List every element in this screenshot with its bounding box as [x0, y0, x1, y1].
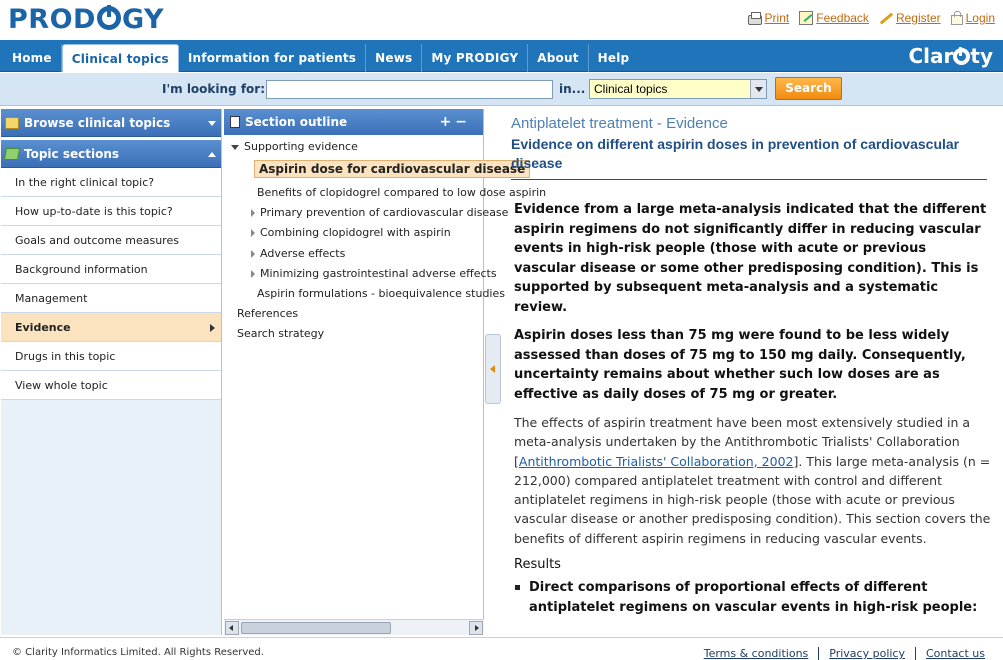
- outline-horizontal-scrollbar[interactable]: [224, 619, 484, 635]
- reference-link[interactable]: Antithrombotic Trialists' Collaboration, 2002: [518, 453, 794, 469]
- document-icon: [230, 116, 240, 128]
- outline-item-combining-clopidogrel[interactable]: [251, 226, 451, 239]
- clarity-o-icon: [953, 48, 970, 65]
- scope-select[interactable]: [589, 79, 767, 99]
- login-icon: [951, 15, 963, 25]
- feedback-label: Feedback: [816, 11, 869, 25]
- book-icon: [4, 148, 20, 160]
- collapse-panel-handle[interactable]: [485, 334, 501, 404]
- main-nav: [0, 40, 1003, 72]
- sidebar-item-view-whole-topic[interactable]: View whole topic: [1, 371, 221, 400]
- triangle-right-icon: [251, 270, 255, 278]
- outline-item-clopidogrel-benefits[interactable]: Benefits of clopidogrel compared to low dose aspirin: [257, 186, 547, 199]
- key-point-1: Evidence from a large meta-analysis indicated that the different aspirin regimens do not significantly differ in reducing vascular events in high-risk people (those with acute or previous vascular disease or some other predisposing condition). This is supported by subsequent meta-analysis and a systematic review.: [514, 202, 987, 315]
- sidebar-item-management[interactable]: Management: [1, 284, 221, 313]
- sidebar-item-drugs[interactable]: Drugs in this topic: [1, 342, 221, 371]
- dropdown-arrow-icon[interactable]: [750, 80, 766, 98]
- register-label: Register: [895, 11, 941, 25]
- paragraph-text-a: The effects of aspirin treatment have been most extensively studied in a meta-analysis undertaken by the Antithrombotic Trialists' Collaboration [: [514, 415, 970, 469]
- paragraph-text-b: ]. This large meta-analysis (n = 212,000) compared antiplatelet treatment with control and different antiplatelet regimens in high-risk people (those with acute or previous vascular disease or another predisposing condition). This section covers the benefits of different aspirin regimens in reducing vascular events.: [514, 453, 991, 546]
- search-label: I'm looking for:: [162, 82, 266, 96]
- outline-label: Supporting evidence: [244, 140, 358, 153]
- topic-sections-header[interactable]: [1, 140, 221, 168]
- chevron-up-icon: [208, 152, 216, 157]
- copyright-text: © Clarity Informatics Limited. All Rights Reserved.: [12, 647, 264, 658]
- scope-label: in...: [559, 82, 586, 96]
- outline-label: Adverse effects: [260, 247, 346, 260]
- outline-header-label: Section outline: [245, 115, 348, 129]
- sidebar-empty-area: [1, 400, 221, 635]
- scope-value: Clinical topics: [594, 82, 668, 96]
- section-outline-header: [224, 109, 483, 135]
- scroll-right-icon[interactable]: [469, 621, 483, 635]
- main-content: [503, 109, 1003, 635]
- search-button[interactable]: Search: [775, 77, 842, 100]
- expand-collapse-icon[interactable]: +−: [439, 114, 471, 130]
- sections-header-label: Topic sections: [24, 146, 120, 161]
- sidebar-item-background[interactable]: Background information: [1, 255, 221, 284]
- scroll-left-icon[interactable]: [225, 621, 239, 635]
- outline-item-aspirin-formulations[interactable]: Aspirin formulations - bioequivalence studies: [257, 287, 505, 300]
- footer-links: [694, 647, 985, 660]
- feedback-link[interactable]: [799, 11, 869, 25]
- sidebar-item-evidence[interactable]: [1, 313, 221, 342]
- search-input[interactable]: [266, 80, 553, 99]
- outline-item-primary-prevention[interactable]: [251, 206, 508, 219]
- triangle-right-icon: [251, 209, 255, 217]
- terms-link[interactable]: Terms & conditions: [694, 647, 820, 660]
- login-link[interactable]: [951, 11, 995, 25]
- page-subtitle: Evidence on different aspirin doses in prevention of cardiovascular disease: [511, 135, 987, 180]
- search-bar: [0, 73, 1003, 106]
- outline-item-supporting-evidence[interactable]: [231, 140, 358, 153]
- left-sidebar: [1, 109, 222, 635]
- prodigy-logo[interactable]: PROD GY: [8, 4, 165, 35]
- footer: [0, 637, 1003, 660]
- page-title: Antiplatelet treatment - Evidence: [511, 115, 728, 132]
- privacy-link[interactable]: Privacy policy: [819, 647, 916, 660]
- tab-news[interactable]: News: [366, 44, 422, 72]
- printer-icon: [748, 15, 762, 25]
- utility-links: [748, 11, 995, 25]
- outline-label: Combining clopidogrel with aspirin: [260, 226, 451, 239]
- results-heading: Results: [514, 557, 561, 573]
- register-icon: [879, 11, 893, 25]
- login-label: Login: [965, 11, 995, 25]
- scroll-thumb[interactable]: [241, 622, 391, 634]
- outline-item-references[interactable]: References: [237, 307, 299, 320]
- outline-item-minimizing-gi[interactable]: [251, 267, 497, 280]
- feedback-icon: [799, 11, 813, 25]
- sidebar-item-up-to-date[interactable]: How up-to-date is this topic?: [1, 197, 221, 226]
- chevron-right-icon: [210, 324, 215, 332]
- tab-information-for-patients[interactable]: Information for patients: [179, 44, 366, 72]
- sidebar-item-right-topic[interactable]: In the right clinical topic?: [1, 168, 221, 197]
- evidence-label: Evidence: [15, 320, 71, 334]
- sidebar-item-goals[interactable]: Goals and outcome measures: [1, 226, 221, 255]
- key-point-2: Aspirin doses less than 75 mg were found to be less widely assessed than doses of 75 mg to 150 mg daily. Consequently, uncertainty remains about whether such low doses are as effective as daily doses of 75 mg or greater.: [514, 328, 966, 402]
- triangle-right-icon: [251, 250, 255, 258]
- browse-clinical-topics-header[interactable]: [1, 109, 221, 137]
- outline-label: Primary prevention of cardiovascular disease: [260, 206, 509, 219]
- outline-label: Minimizing gastrointestinal adverse effects: [260, 267, 497, 280]
- outline-item-search-strategy[interactable]: Search strategy: [237, 327, 325, 340]
- tab-clinical-topics[interactable]: Clinical topics: [62, 44, 179, 72]
- register-link[interactable]: [879, 11, 941, 25]
- print-label: Print: [764, 11, 790, 25]
- triangle-right-icon: [251, 229, 255, 237]
- contact-link[interactable]: Contact us: [926, 647, 985, 660]
- body-paragraph: [511, 413, 995, 548]
- tab-home[interactable]: Home: [3, 44, 62, 72]
- print-link[interactable]: [748, 11, 790, 25]
- nav-tabs: [3, 44, 638, 72]
- tab-my-prodigy[interactable]: My PRODIGY: [422, 44, 528, 72]
- chevron-down-icon: [208, 121, 216, 126]
- outline-item-adverse-effects[interactable]: [251, 247, 345, 260]
- browse-header-label: Browse clinical topics: [24, 115, 171, 130]
- folder-icon: [5, 117, 19, 129]
- top-header: [0, 0, 1003, 40]
- results-bullet-1: Direct comparisons of proportional effects of different antiplatelet regimens on vascular events in high-risk people:: [511, 578, 995, 617]
- clarity-logo[interactable]: Clar ty: [908, 44, 993, 68]
- tab-about[interactable]: About: [528, 44, 588, 72]
- logo-o-icon: [97, 6, 121, 30]
- triangle-down-icon: [231, 145, 239, 150]
- outline-item-aspirin-dose[interactable]: Aspirin dose for cardiovascular disease: [254, 160, 530, 178]
- tab-help[interactable]: Help: [597, 51, 630, 65]
